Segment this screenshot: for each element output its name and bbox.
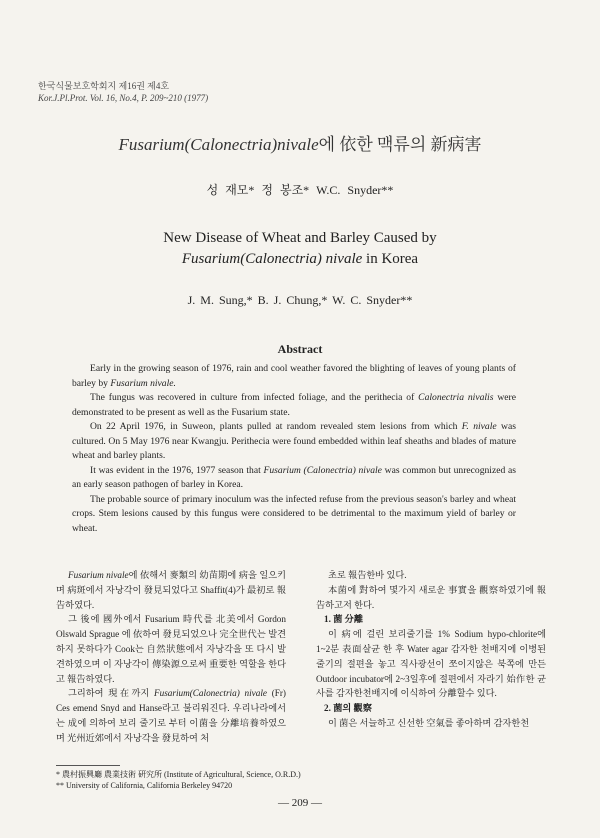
english-authors: J. M. Sung,* B. J. Chung,* W. C. Snyder** xyxy=(187,293,413,307)
abstract-body xyxy=(72,362,516,536)
body-paragraph: 本菌에 對하여 몇가지 새로운 事實을 觀察하였기에 報告하고저 한다. xyxy=(316,584,546,610)
abstract-paragraph xyxy=(72,420,516,464)
korean-title-species: Fusarium(Calonectria)nivale xyxy=(118,135,319,154)
abstract-species: F. nivale xyxy=(461,421,497,432)
abstract-paragraph xyxy=(72,362,516,391)
body-paragraph: 그 後에 國外에서 Fusarium 時代를 北美에서 Gordon Olswald Sprague 에 依하여 發見되었으나 完全世代는 발견하지 못하다가 Cook는 自然狀態에서 자낭각을 또 다시 발견하였으며 이 자낭각이 傳染源으로써 重要한 역할을 한다고 報告하였다. xyxy=(56,614,286,684)
body-paragraph: 이 病에 걸린 보리줄기를 1% Sodium hypo-chlorite에 1~2분 表面살균 한 후 Water agar 감자한 천배지에 이병된 줄기의 절편을 놓고 직사광선이 쪼이지않은 북쪽에 만든 Outdoor incubator에 2~3일후에 절편에서 자라기 始作한 균사를 감자한천배지에 이식하여 分離할수 있다. xyxy=(316,629,546,699)
body-paragraph xyxy=(56,686,286,745)
footnote-affiliation-1: * 農村振興廳 農業技術 硏究所 (Institute of Agricultural, Science, O.R.D.) xyxy=(56,770,301,779)
left-column xyxy=(56,568,286,746)
korean-title xyxy=(0,130,600,155)
body-text: (Fr) Ces emend Snyd and Hanse라고 불리워진다. 우리나라에서는 成에 의하여 보리 줄기로 부터 이菌을 分離培養하였으며 光州近郊에서 자낭각을 發見하여 처 xyxy=(56,688,286,743)
section-heading: 1. 菌 分離 xyxy=(324,614,364,625)
english-title-line1: New Disease of Wheat and Barley Caused by xyxy=(163,230,437,246)
body-text: 그리하여 現在까지 xyxy=(68,688,155,699)
journal-name-korean: 한국식물보호학회지 제16권 제4호 xyxy=(38,81,170,91)
english-title xyxy=(0,228,600,270)
abstract-species: Calonectria nivalis xyxy=(418,392,494,403)
abstract-text: The fungus was recovered in culture from infected foliage, and the perithecia of xyxy=(90,392,419,403)
abstract-text: Early in the growing season of 1976, rain and cool weather favored the blighting of leaves of young plants of barley by xyxy=(72,363,516,389)
body-species: Fusarium nivale xyxy=(68,570,129,580)
body-paragraph: 초로 報告한바 있다. xyxy=(328,570,407,580)
abstract-paragraph xyxy=(72,464,516,493)
abstract-text: On 22 April 1976, in Suweon, plants pulled at random revealed stem lesions from which xyxy=(90,421,462,432)
footnote-affiliation-2: ** University of California, California Berkeley 94720 xyxy=(56,781,233,790)
journal-citation: Kor.J.Pl.Prot. Vol. 16, No.4, P. 209~210 (1977) xyxy=(38,93,209,103)
abstract-heading: Abstract xyxy=(277,342,323,356)
body-paragraph: 이 菌은 서늘하고 신선한 空氣를 좋아하며 감자한천 xyxy=(328,717,530,728)
english-title-line2 xyxy=(0,249,600,270)
english-title-suffix: in Korea xyxy=(362,251,419,267)
body-text: 에 依해서 麥類의 幼苗期에 病을 일으키며 病斑에서 자낭각이 發見되었다고 Shaffit(4)가 最初로 報告하였다. xyxy=(56,570,286,610)
body-species: Fusarium(Calonectria) nivale xyxy=(154,688,267,699)
right-column xyxy=(316,568,546,731)
korean-title-text: 에 依한 맥류의 新病害 xyxy=(318,135,482,154)
page-number: — 209 — xyxy=(278,797,322,809)
abstract-text: was common but unrecognized as an early season pathogen of barley in Korea. xyxy=(72,464,516,490)
section-heading: 2. 菌의 觀察 xyxy=(324,703,372,714)
abstract-paragraph: The probable source of primary inoculum was the infected refuse from the previous season's barley and wheat crops. Stem lesions caused by this fungus were considered to be detrimental to the maximum yield of barley or wheat. xyxy=(72,493,516,534)
footnote-divider xyxy=(56,765,120,766)
english-title-species: Fusarium(Calonectria) nivale xyxy=(181,251,363,267)
body-paragraph xyxy=(56,568,286,612)
abstract-species: Fusarium nivale. xyxy=(110,377,176,389)
abstract-species: Fusarium (Calonectria) nivale xyxy=(263,464,382,476)
abstract-text: was cultured. On 5 May 1976 near Kwangju. Perithecia were found embedded within leaf sheaths and blades of mature wheat and barley plants. xyxy=(72,421,516,461)
korean-authors: 성 재모* 정 봉조* W.C. Snyder** xyxy=(206,183,394,197)
abstract-text: It was evident in the 1976, 1977 season that xyxy=(90,464,264,476)
journal-header xyxy=(38,80,208,104)
abstract-text: were demonstrated to be present as well as the Fusarium state. xyxy=(72,392,516,418)
abstract-paragraph xyxy=(72,391,516,420)
footnotes xyxy=(56,769,301,791)
